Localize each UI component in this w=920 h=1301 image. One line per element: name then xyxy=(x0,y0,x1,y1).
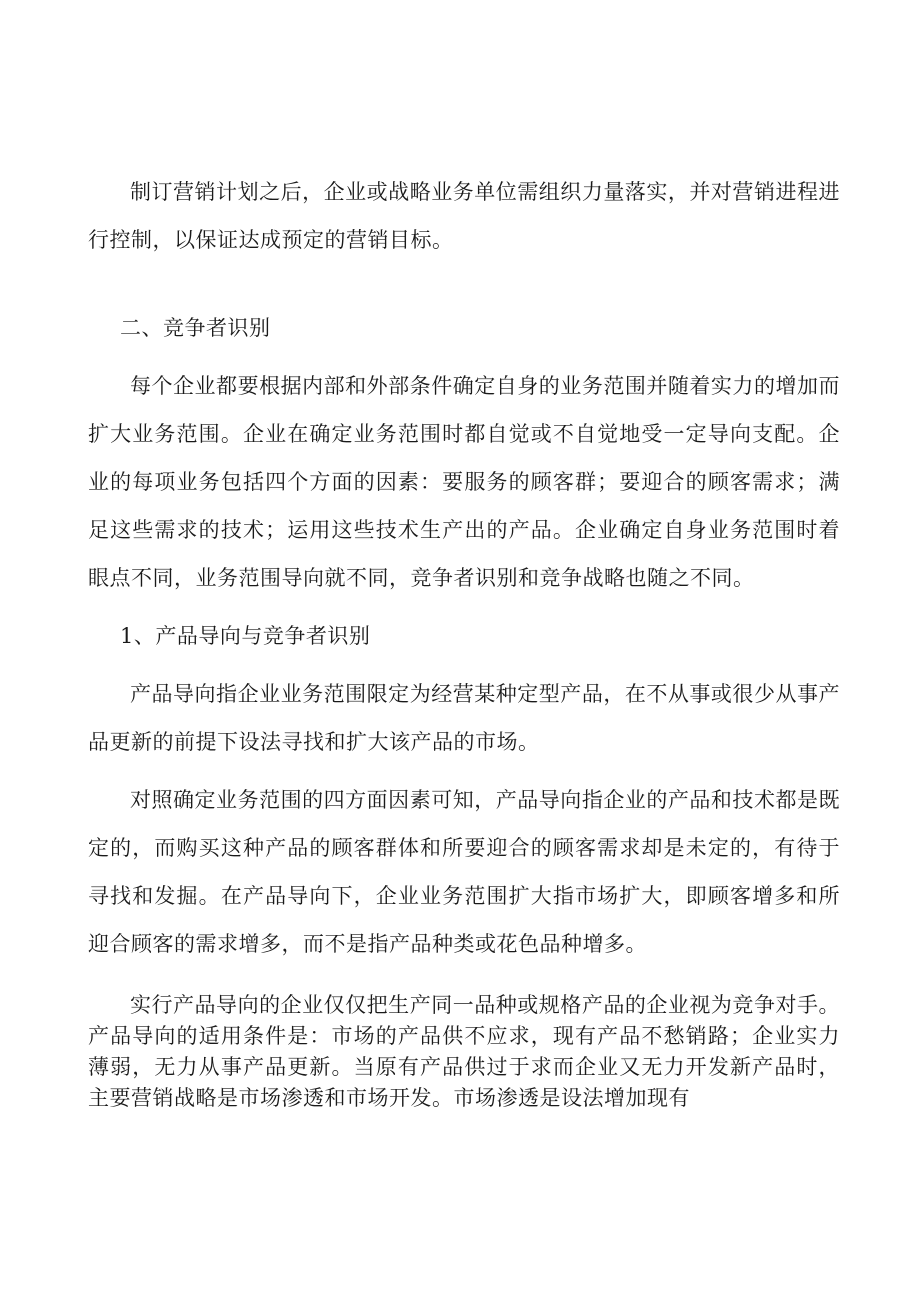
section-heading-competitor-identification: 二、竞争者识别 xyxy=(120,316,271,340)
paragraph-marketing-control: 制订营销计划之后，企业或战略业务单位需组织力量落实，并对营销进程进行控制，以保证达成预定的营销目标。 xyxy=(88,180,840,252)
subsection-heading-product-orientation: 1、产品导向与竞争者识别 xyxy=(120,624,371,648)
paragraph-business-scope: 每个企业都要根据内部和外部条件确定自身的业务范围并随着实力的增加而扩大业务范围。企业在确定业务范围时都自觉或不自觉地受一定导向支配。企业的每项业务包括四个方面的因素：要服务的顾客群；要迎合的顾客需求；满足这些需求的技术；运用这些技术生产出的产品。企业确定自身业务范围时着眼点不同，业务范围导向就不同，竞争者识别和竞争战略也随之不同。 xyxy=(88,374,840,590)
document-body xyxy=(88,168,840,1114)
paragraph-product-orientation-definition: 产品导向指企业业务范围限定为经营某种定型产品，在不从事或很少从事产品更新的前提下设法寻找和扩大该产品的市场。 xyxy=(88,682,840,754)
paragraph-four-factors: 对照确定业务范围的四方面因素可知，产品导向指企业的产品和技术都是既定的，而购买这种产品的顾客群体和所要迎合的顾客需求却是未定的，有待于寻找和发掘。在产品导向下，企业业务范围扩大指市场扩大，即顾客增多和所迎合顾客的需求增多，而不是指产品种类或花色品种增多。 xyxy=(88,788,840,956)
paragraph-competitors-under-product-orientation: 实行产品导向的企业仅仅把生产同一品种或规格产品的企业视为竞争对手。产品导向的适用条件是：市场的产品供不应求，现有产品不愁销路；企业实力薄弱，无力从事产品更新。当原有产品供过于求而企业又无力开发新产品时，主要营销战略是市场渗透和市场开发。市场渗透是设法增加现有 xyxy=(88,993,840,1110)
